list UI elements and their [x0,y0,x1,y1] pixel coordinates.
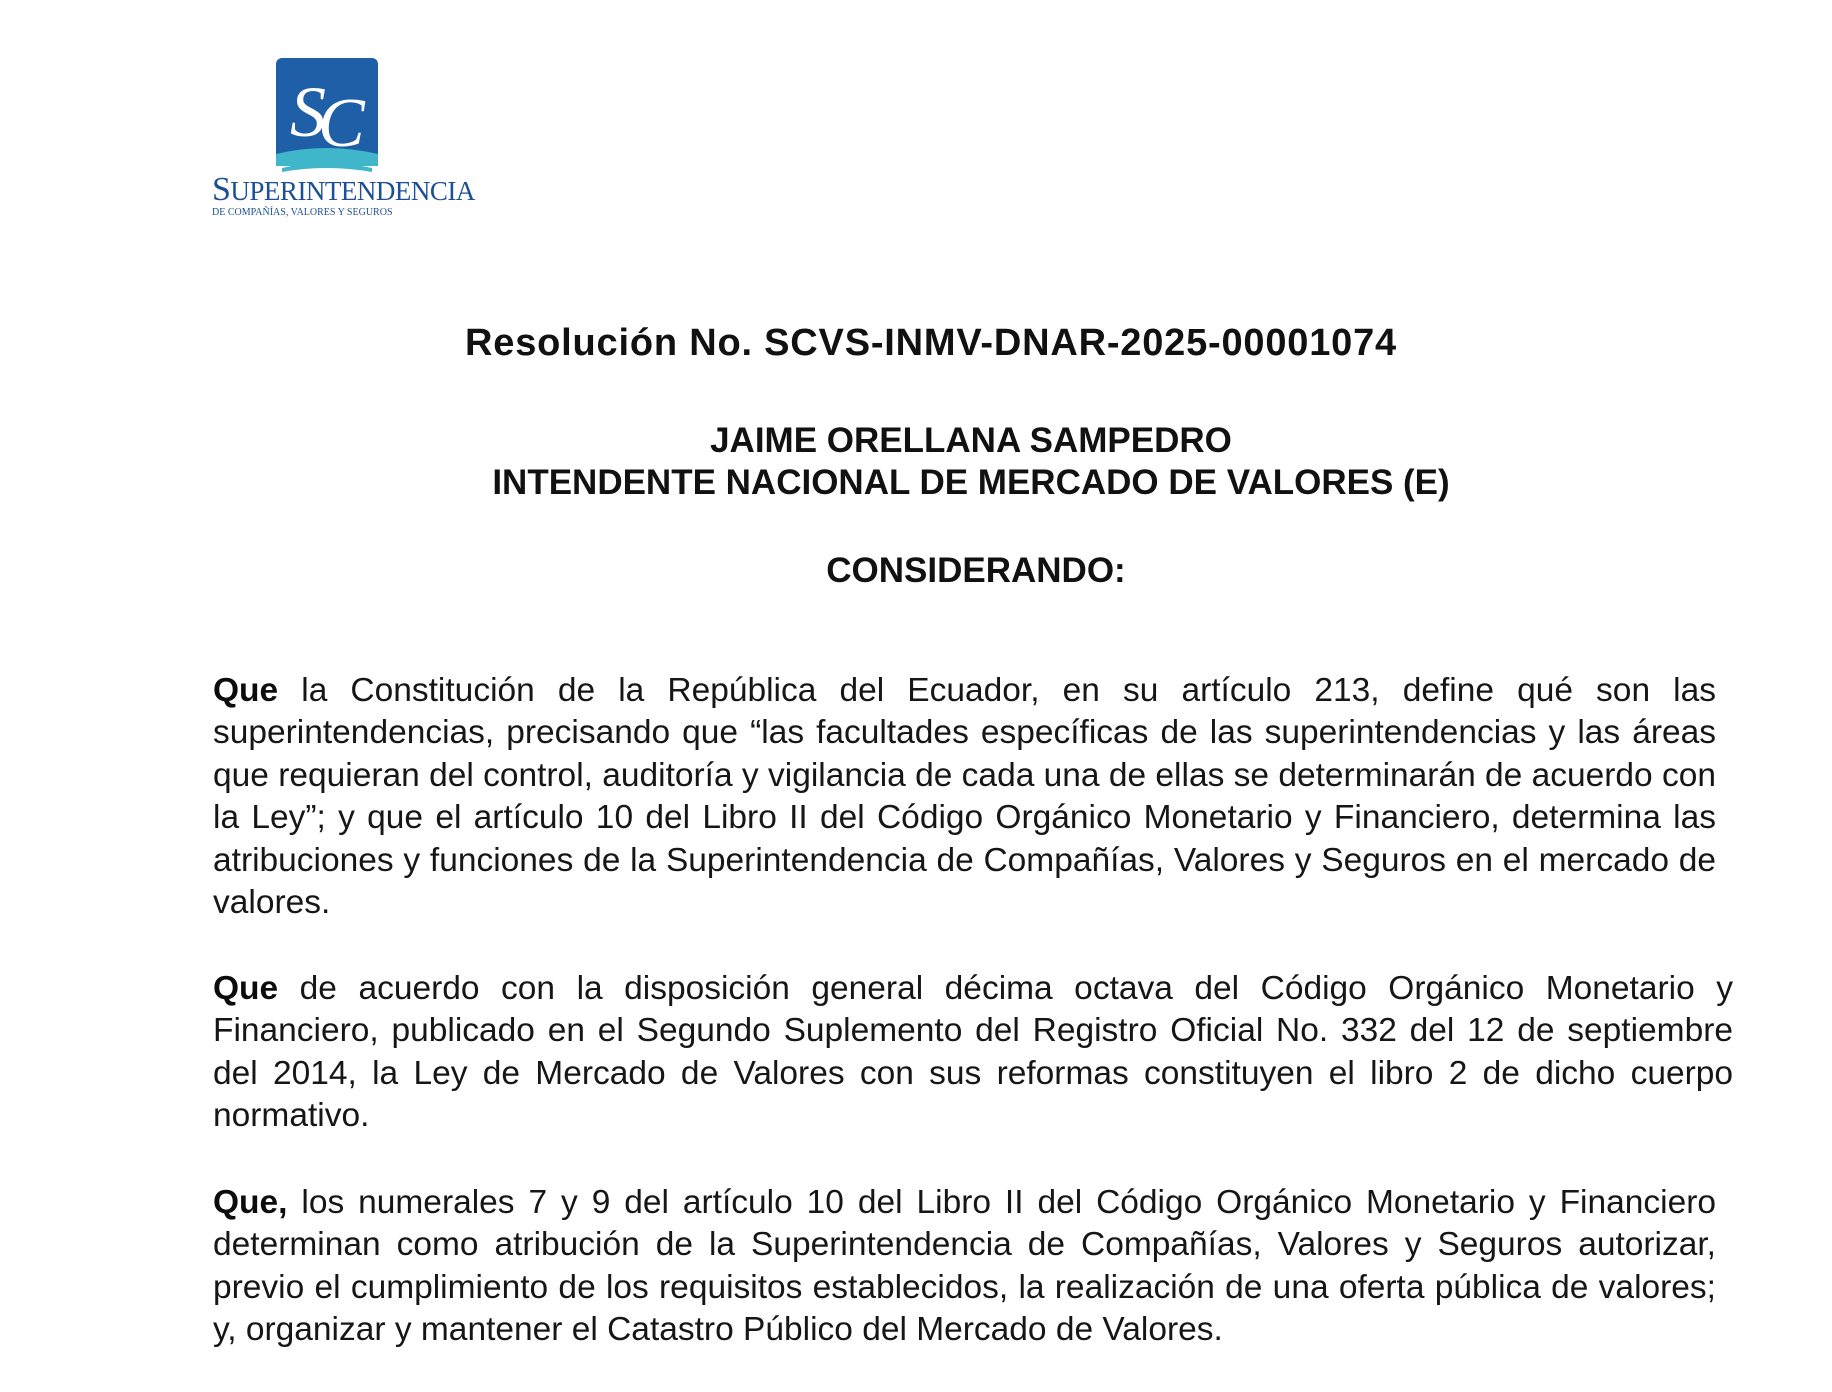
logo-name-rest: UPERINTENDENCIA [230,176,475,206]
considerando-paragraph-3 [213,1182,1716,1352]
svg-text:S: S [290,72,326,152]
paragraph-text: de acuerdo con la disposición general décima octava del Código Orgánico Monetario y Financiero, publicado en el Segundo Suplemento del Registro Oficial No. 332 del 12 de septiembre del 2014, la Ley de Mercado de Valores con sus reformas constituyen el libro 2 de dicho cuerpo normativo. [213,969,1733,1134]
logo-name-initial: S [212,171,231,208]
logo-institution-name [212,171,475,208]
considerando-paragraph-2 [213,968,1733,1138]
paragraph-lead: Que, [213,1183,288,1221]
official-position: INTENDENTE NACIONAL DE MERCADO DE VALORES (E) [492,463,1450,502]
svg-text:C: C [318,85,365,162]
section-heading: CONSIDERANDO: [826,551,1126,590]
sc-monogram-icon [276,58,378,176]
resolution-title: Resolución No. SCVS-INMV-DNAR-2025-00001074 [465,322,1397,364]
logo-subtitle: DE COMPAÑÍAS, VALORES Y SEGUROS [212,207,393,218]
official-block [0,420,1832,504]
paragraph-text: los numerales 7 y 9 del artículo 10 del Libro II del Código Orgánico Monetario y Financiero determinan como atribución de la Superintendencia de Compañías, Valores y Seguros autorizar, previo el cumplimiento de los requisitos establecidos, la realización de una oferta pública de valores; y, organizar y mantener el Catastro Público del Mercado de Valores. [213,1183,1716,1348]
considerando-paragraph-1 [213,670,1716,925]
institution-logo [208,58,475,228]
official-name: JAIME ORELLANA SAMPEDRO [710,421,1232,460]
paragraph-lead: Que [213,671,279,709]
paragraph-lead: Que [213,969,279,1007]
paragraph-text: la Constitución de la República del Ecuador, en su artículo 213, define qué son las superintendencias, precisando que “las facultades específicas de las superintendencias y las áreas que requieran del control, auditoría y vigilancia de cada una de ellas se determinarán de acuerdo con la Ley”; y que el artículo 10 del Libro II del Código Orgánico Monetario y Financiero, determina las atribuciones y funciones de la Superintendencia de Compañías, Valores y Seguros en el mercado de valores. [213,671,1716,921]
